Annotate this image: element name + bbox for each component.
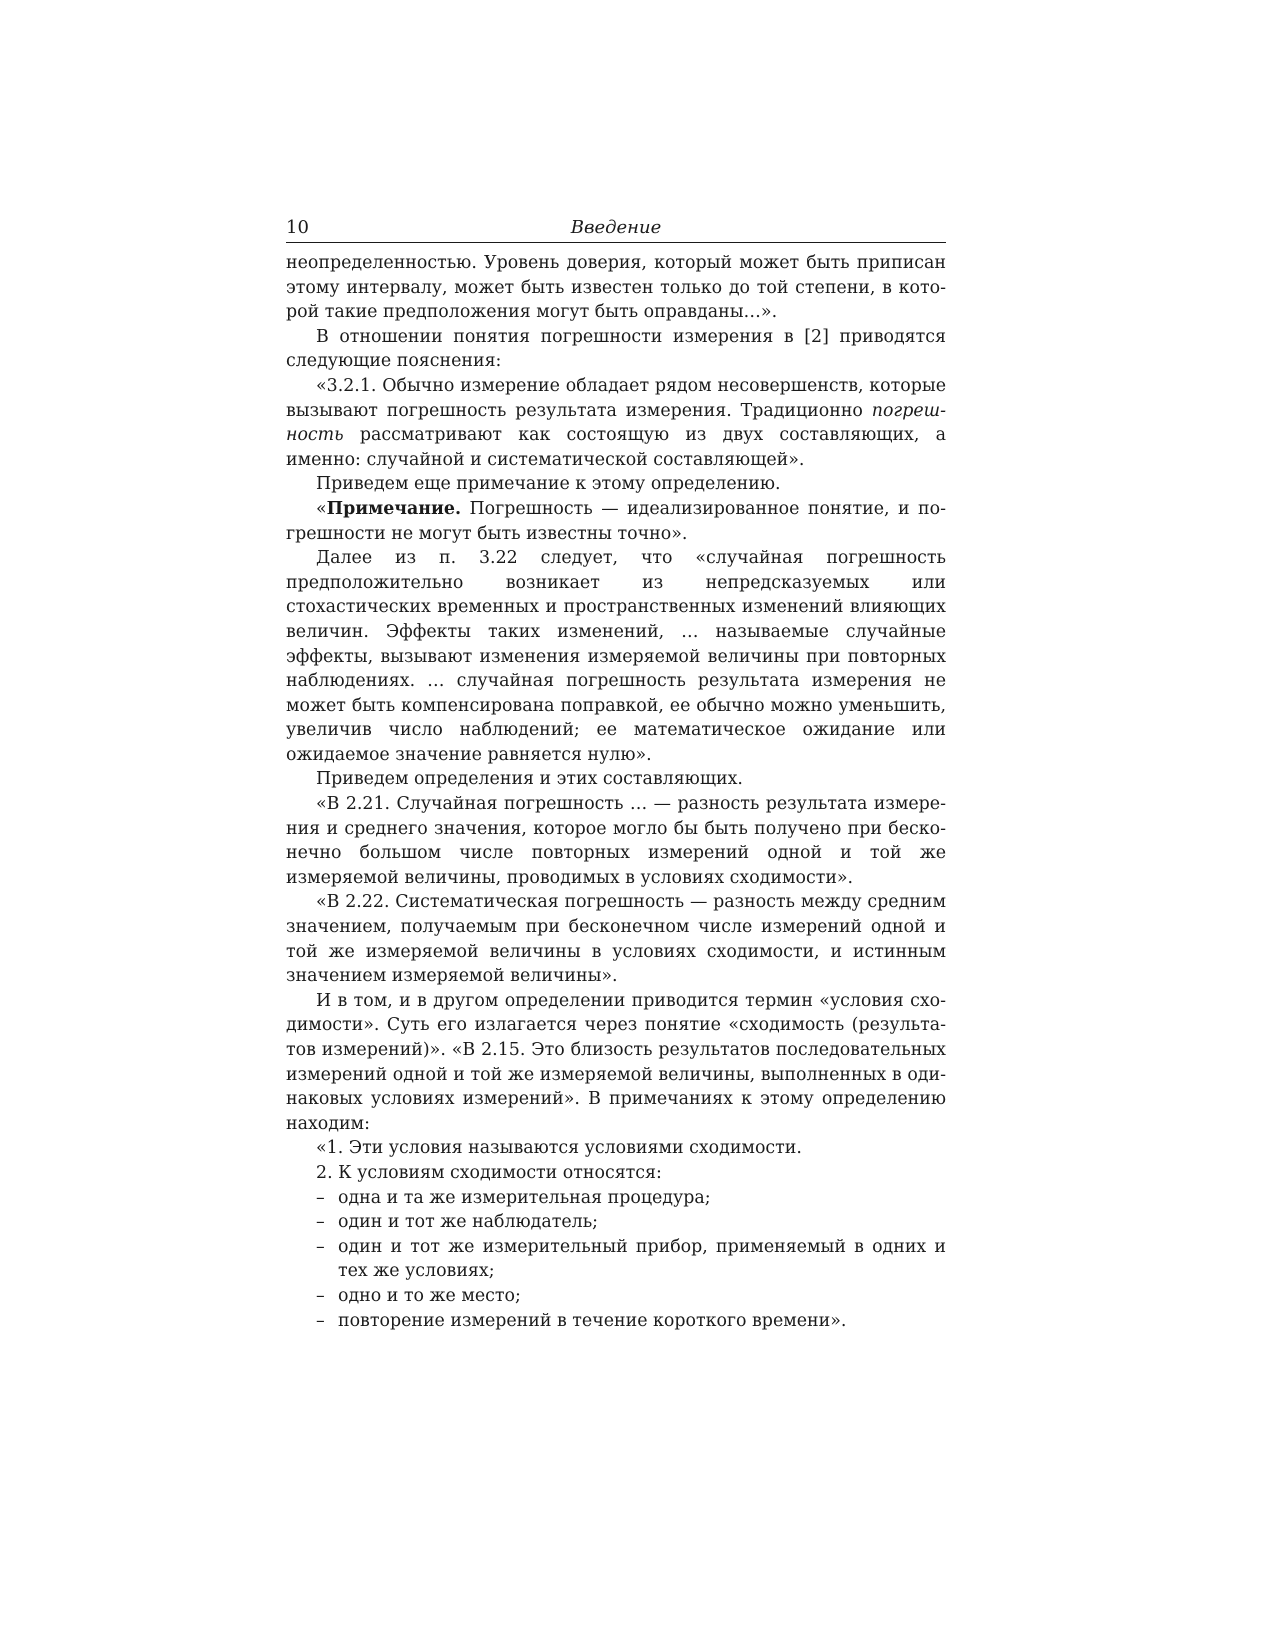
paragraph-note: [286, 497, 946, 546]
list-item: [286, 1235, 946, 1284]
list-item: [286, 1309, 946, 1334]
dash-bullet: –: [316, 1285, 325, 1306]
list-item: [286, 1284, 946, 1309]
note-label: Примечание.: [326, 498, 462, 519]
running-head: [286, 214, 946, 243]
paragraph-definition-2-21: «В 2.21. Случайная погрешность … — разность результата измерения и среднего значения, которое могло бы быть получено при бесконечно большом числе повторных измерений одной и той же измеряемой величины, проводимых в условиях сходимости».: [286, 794, 946, 888]
list-item: [286, 1210, 946, 1235]
dash-bullet: –: [316, 1212, 325, 1233]
note-item-1: «1. Эти условия называются условиями сходимости.: [316, 1138, 802, 1159]
list-item-text: один и тот же наблюдатель;: [338, 1212, 599, 1233]
paragraph: Далее из п. 3.22 следует, что «случайная погрешность предположительно возникает из непредсказуемых или стохастических временных и пространственных изменений влияющих величин. Эффекты таких изменений, … называемые случайные эффекты, вызывают изменения измеряемой величины при повторных наблюдениях. … случайная погрешность результата измерения не может быть компенсирована поправкой, ее обычно можно уменьшить, увеличив число наблюдений; ее математическое ожидание или ожидаемое значение равняется нулю».: [286, 548, 946, 765]
paragraph-definition-2-22: «В 2.22. Систематическая погрешность — разность между средним значением, получаемым при бесконечном числе измерений одной и той же измеряемой величины в условиях сходимости, и истинным значением измеряемой величины».: [286, 892, 946, 987]
book-page: [286, 214, 946, 1333]
paragraph: Приведем еще примечание к этому определению.: [316, 474, 781, 495]
paragraph: И в том, и в другом определении приводится термин «условия сходимости». Суть его излагается через понятие «сходимость (результатов измерений)». «В 2.15. Это близость результатов последовательных измерений одной и той же измеряемой величины, выполненных в одинаковых условиях измерений». В примечаниях к этому определению находим:: [286, 990, 946, 1134]
quote-text: «3.2.1. Обычно измерение обладает рядом несовершенств, которые вызывают погрешность результата измерения. Традиционно: [286, 375, 946, 421]
quote-mark: «: [316, 498, 327, 519]
italic-term: погрешность: [286, 400, 946, 446]
paragraph-quote-3-2-1: [286, 374, 946, 472]
body-text: [286, 251, 946, 1333]
section-title: Введение: [570, 217, 662, 238]
dash-bullet: –: [316, 1187, 325, 1208]
paragraph: Приведем определения и этих составляющих.: [316, 769, 743, 790]
list-item-text: одно и то же место;: [338, 1285, 521, 1306]
dash-bullet: –: [316, 1310, 325, 1331]
list-item: [286, 1186, 946, 1211]
list-item-text: повторение измерений в течение короткого времени».: [338, 1310, 847, 1331]
quote-text: рассматривают как состоящую из двух составляющих, а именно: случайной и систематической составляющей».: [286, 425, 946, 470]
paragraph: неопределенностью. Уровень доверия, который может быть приписан этому интервалу, может быть известен только до той степени, в которой такие предположения могут быть оправданы…».: [286, 253, 946, 323]
note-item-2: 2. К условиям сходимости относятся:: [316, 1162, 662, 1183]
conditions-list: [286, 1186, 946, 1334]
list-item-text: одна и та же измерительная процедура;: [338, 1187, 711, 1208]
page-number: 10: [286, 217, 309, 238]
list-item-text: один и тот же измерительный прибор, применяемый в одних и тех же условиях;: [338, 1236, 946, 1282]
note-text: Погрешность — идеализированное понятие, и погрешности не могут быть известны точно».: [286, 498, 946, 544]
dash-bullet: –: [316, 1236, 325, 1257]
paragraph: В отношении понятия погрешности измерения в [2] приводятся следующие пояснения:: [286, 326, 946, 372]
